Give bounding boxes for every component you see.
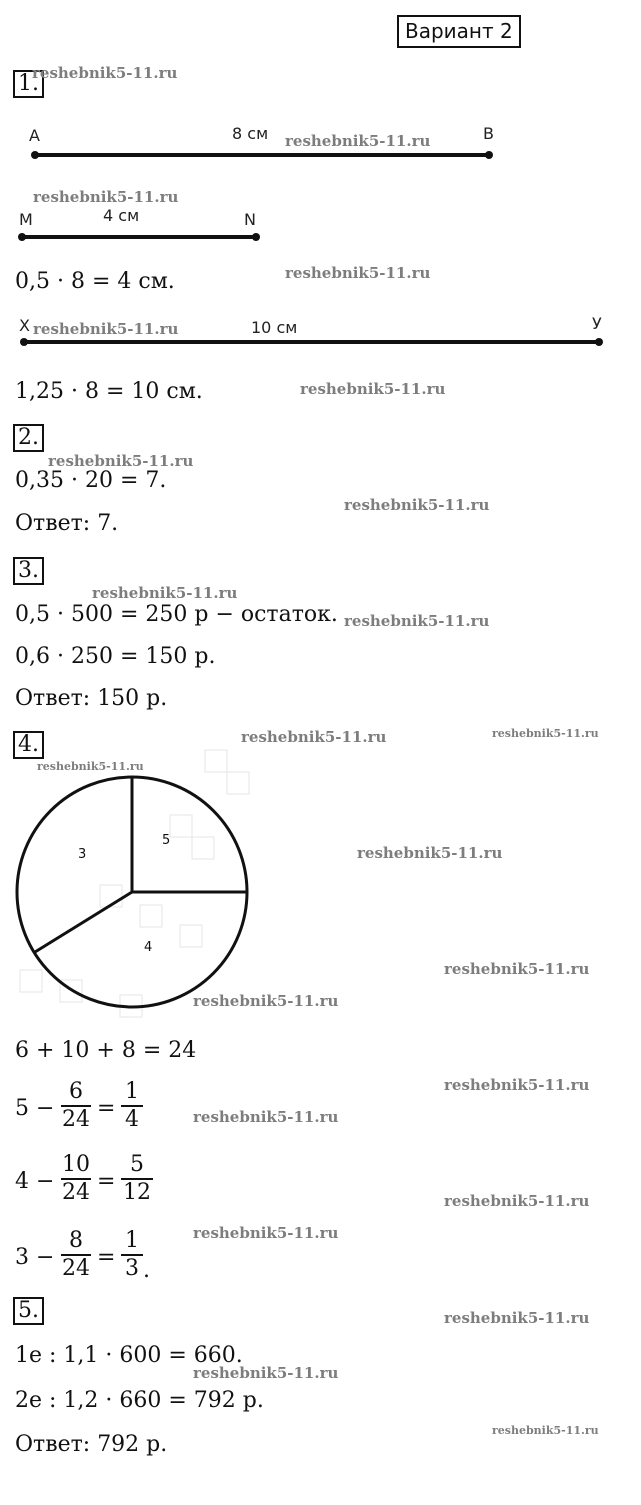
calc-2: 0,35 · 20 = 7. bbox=[15, 468, 167, 493]
watermark: reshebnik5-11.ru bbox=[444, 960, 590, 978]
watermark: reshebnik5-11.ru bbox=[444, 1076, 590, 1094]
watermark: reshebnik5-11.ru bbox=[444, 1309, 590, 1327]
watermark: reshebnik5-11.ru bbox=[300, 380, 446, 398]
denominator: 24 bbox=[62, 1256, 90, 1281]
calc-3-2: 0,6 · 250 = 150 р. bbox=[15, 644, 216, 669]
fraction-lhs: 3 − bbox=[15, 1245, 55, 1270]
answer-2: Ответ: 7. bbox=[15, 511, 119, 536]
watermark: reshebnik5-11.ru bbox=[344, 612, 490, 630]
label-mn-length: 4 см bbox=[103, 206, 140, 225]
watermark: reshebnik5-11.ru bbox=[33, 188, 179, 206]
point-y bbox=[595, 338, 603, 346]
watermark: reshebnik5-11.ru bbox=[92, 584, 238, 602]
point-x bbox=[20, 338, 28, 346]
denominator: 12 bbox=[123, 1180, 151, 1205]
answer-3: Ответ: 150 р. bbox=[15, 686, 168, 711]
watermark: reshebnik5-11.ru bbox=[193, 992, 339, 1010]
numerator: 6 bbox=[69, 1079, 83, 1104]
watermark: reshebnik5-11.ru bbox=[492, 727, 599, 740]
numerator: 1 bbox=[125, 1228, 139, 1253]
numerator: 10 bbox=[62, 1152, 90, 1177]
equals-sign: = bbox=[97, 1169, 116, 1194]
fraction-row-2 bbox=[15, 1152, 215, 1214]
watermark: reshebnik5-11.ru bbox=[344, 496, 490, 514]
sum-4: 6 + 10 + 8 = 24 bbox=[15, 1038, 197, 1063]
pie-label-4: 4 bbox=[144, 940, 153, 955]
answer-5: Ответ: 792 р. bbox=[15, 1432, 168, 1457]
denominator: 3 bbox=[125, 1256, 139, 1281]
watermark: reshebnik5-11.ru bbox=[444, 1192, 590, 1210]
fraction-result bbox=[121, 1152, 153, 1206]
numerator: 8 bbox=[69, 1228, 83, 1253]
label-b: B bbox=[483, 124, 494, 143]
point-a bbox=[31, 151, 39, 159]
watermark: reshebnik5-11.ru bbox=[241, 728, 387, 746]
watermark: reshebnik5-11.ru bbox=[285, 264, 431, 282]
equals-sign: = bbox=[97, 1096, 116, 1121]
fraction-row-1 bbox=[15, 1079, 215, 1141]
calc-xy: 1,25 · 8 = 10 см. bbox=[15, 379, 203, 404]
pie-diagram bbox=[0, 740, 280, 1030]
fraction bbox=[61, 1079, 91, 1133]
calc-mn: 0,5 · 8 = 4 см. bbox=[15, 269, 175, 294]
variant-title: Вариант 2 bbox=[397, 15, 521, 48]
watermark: reshebnik5-11.ru bbox=[37, 760, 144, 773]
task-number-2: 2. bbox=[13, 424, 44, 452]
denominator: 24 bbox=[62, 1107, 90, 1132]
denominator: 4 bbox=[125, 1107, 139, 1132]
point-n bbox=[252, 233, 260, 241]
watermark: reshebnik5-11.ru bbox=[492, 1424, 599, 1437]
equals-sign: = bbox=[97, 1245, 116, 1270]
calc-5-1: 1е : 1,1 · 600 = 660. bbox=[15, 1343, 243, 1368]
point-b bbox=[485, 151, 493, 159]
label-ab-length: 8 см bbox=[232, 124, 269, 143]
fraction bbox=[61, 1228, 91, 1282]
watermark: reshebnik5-11.ru bbox=[285, 132, 431, 150]
task-number-1: 1. bbox=[13, 70, 44, 98]
point-m bbox=[18, 233, 26, 241]
watermark: reshebnik5-11.ru bbox=[357, 844, 503, 862]
fraction-result bbox=[121, 1079, 143, 1133]
calc-5-2: 2е : 1,2 · 660 = 792 р. bbox=[15, 1388, 264, 1413]
fraction-lhs: 4 − bbox=[15, 1169, 55, 1194]
watermark: reshebnik5-11.ru bbox=[193, 1224, 339, 1242]
label-a: A bbox=[29, 126, 40, 145]
fraction bbox=[61, 1152, 91, 1206]
numerator: 1 bbox=[125, 1079, 139, 1104]
watermark: reshebnik5-11.ru bbox=[33, 320, 179, 338]
pie-divider-lower-left bbox=[35, 892, 132, 952]
calc-3-1: 0,5 · 500 = 250 р − остаток. bbox=[15, 602, 338, 627]
pie-label-5: 5 bbox=[162, 833, 171, 848]
label-n: N bbox=[244, 210, 256, 229]
label-m: M bbox=[19, 210, 33, 229]
pie-label-3: 3 bbox=[78, 847, 87, 862]
fraction-result bbox=[121, 1228, 143, 1282]
watermark: reshebnik5-11.ru bbox=[193, 1364, 339, 1382]
fraction-tail: . bbox=[143, 1258, 150, 1283]
watermark: reshebnik5-11.ru bbox=[193, 1108, 339, 1126]
fraction-row-3 bbox=[15, 1228, 215, 1290]
task-number-4: 4. bbox=[13, 731, 44, 759]
fraction-lhs: 5 − bbox=[15, 1096, 55, 1121]
label-x: X bbox=[19, 316, 30, 335]
task-number-5: 5. bbox=[13, 1297, 44, 1325]
task-number-3: 3. bbox=[13, 557, 44, 585]
denominator: 24 bbox=[62, 1180, 90, 1205]
watermark: reshebnik5-11.ru bbox=[48, 452, 194, 470]
numerator: 5 bbox=[130, 1152, 144, 1177]
label-xy-length: 10 см bbox=[251, 318, 298, 337]
watermark: reshebnik5-11.ru bbox=[32, 64, 178, 82]
label-y: У bbox=[592, 314, 602, 333]
